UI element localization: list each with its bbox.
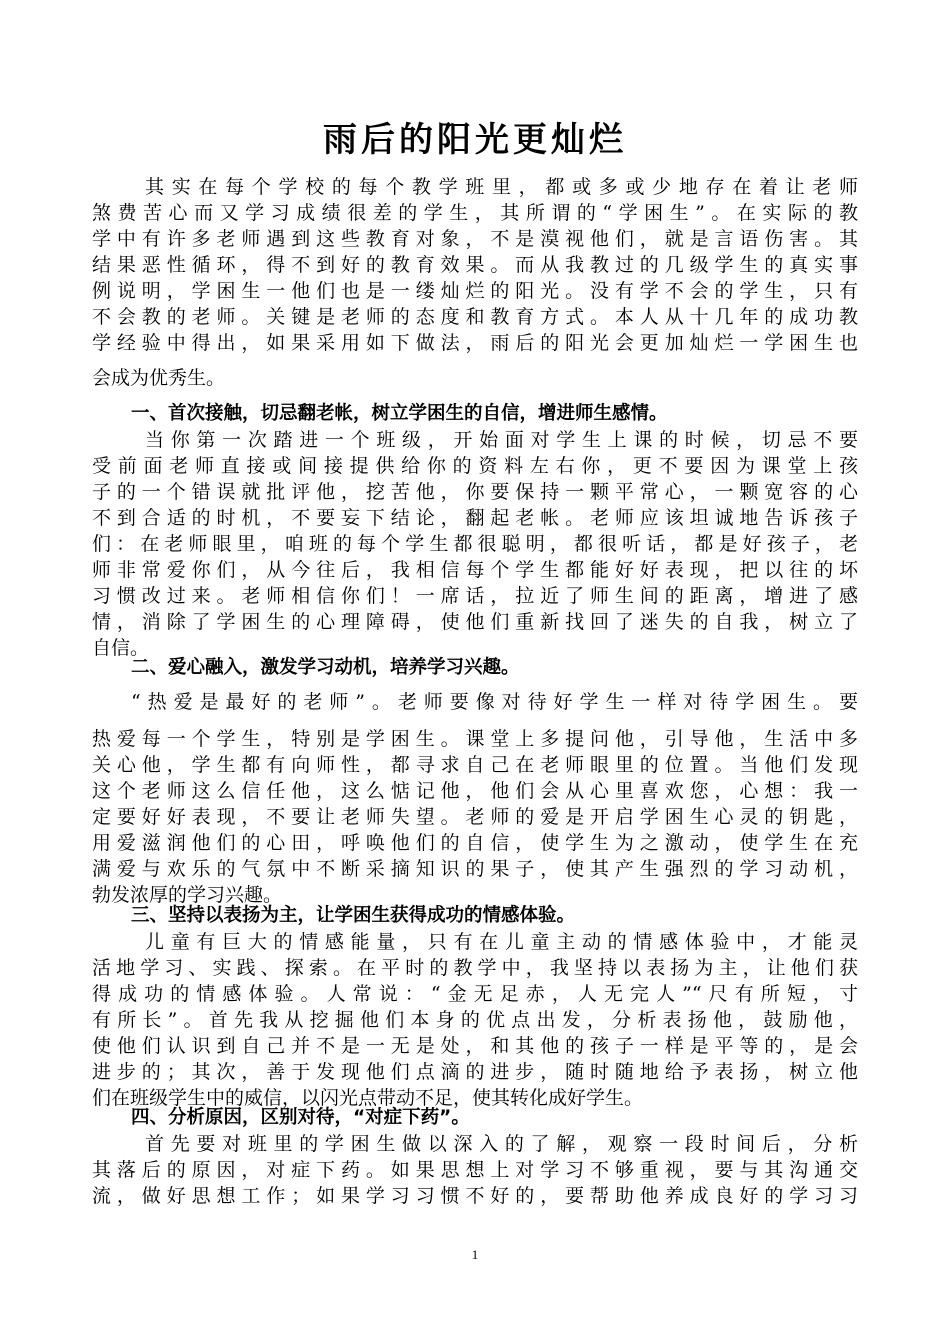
paragraph-line: 热爱每一个学生，特别是学困生。课堂上多提问他，引导他，生活中多 (92, 728, 858, 750)
paragraph-line: 受前面老师直接或间接提供给你的资料左右你，更不要因为课堂上孩 (92, 455, 858, 477)
section-heading: 一、首次接触，切忌翻老帐，树立学困生的自信，增进师生感情。 (131, 403, 668, 424)
intro-line: 学经验中得出，如果采用如下做法，雨后的阳光会更加灿烂一学困生也 (92, 332, 858, 354)
paragraph-line: 首先要对班里的学困生做以深入的了解，观察一段时间后，分析 (145, 1133, 858, 1155)
paragraph-line: 们在班级学生中的威信，以闪光点带动不足，使其转化成好学生。 (92, 1087, 644, 1109)
paragraph-line: 得成功的情感体验。人常说：“金无足赤，人无完人”“尺有所短，寸 (92, 983, 858, 1005)
paragraph-line: 其落后的原因，对症下药。如果思想上对学习不够重视，要与其沟通交 (92, 1159, 858, 1181)
paragraph-line: 有所长”。首先我从挖掘他们本身的优点出发，分析表扬他，鼓励他， (92, 1009, 858, 1031)
intro-line: 其实在每个学校的每个教学班里，都或多或少地存在着让老师 (145, 176, 858, 198)
section-heading: 三、坚持以表扬为主，让学困生获得成功的情感体验。 (131, 905, 576, 926)
paragraph-line: 满爱与欢乐的气氛中不断采摘知识的果子，使其产生强烈的学习动机， (92, 858, 858, 880)
page-number: 1 (471, 1247, 479, 1262)
page-title: 雨后的阳光更灿烂 (323, 120, 627, 160)
paragraph-line: 们：在老师眼里，咱班的每个学生都很聪明，都很听话，都是好孩子，老 (92, 533, 858, 555)
paragraph-line: 当你第一次踏进一个班级，开始面对学生上课的时候，切忌不要 (145, 429, 858, 451)
paragraph-line: 活地学习、实践、探索。在平时的教学中，我坚持以表扬为主，让他们获 (92, 957, 858, 979)
paragraph-line: 自信。 (92, 637, 150, 659)
paragraph-line: 勃发浓厚的学习兴趣。 (92, 884, 283, 906)
paragraph-line: “热爱是最好的老师”。老师要像对待好学生一样对待学困生。要 (131, 691, 858, 713)
paragraph-line: 子的一个错误就批评他，挖苦他，你要保持一颗平常心，一颗宽容的心 (92, 481, 858, 503)
paragraph-line: 习惯改过来。老师相信你们！一席话，拉近了师生间的距离，增进了感 (92, 585, 858, 607)
paragraph-line: 这个老师这么信任他，这么惦记他，他们会从心里喜欢您，心想：我一 (92, 780, 858, 802)
paragraph-line: 关心他，学生都有向师性，都寻求自己在老师眼里的位置。当他们发现 (92, 754, 858, 776)
paragraph-line: 流，做好思想工作；如果学习习惯不好的，要帮助他养成良好的学习习 (92, 1185, 858, 1207)
intro-line: 学中有许多老师遇到这些教育对象，不是漠视他们，就是言语伤害。其 (92, 228, 858, 250)
intro-line: 会成为优秀生。 (92, 367, 226, 389)
section-heading: 四、分析原因，区别对待，“对症下药”。 (131, 1107, 470, 1128)
section-heading: 二、爱心融入，激发学习动机，培养学习兴趣。 (131, 657, 520, 678)
paragraph-line: 儿童有巨大的情感能量，只有在儿童主动的情感体验中，才能灵 (145, 931, 858, 953)
paragraph-line: 用爱滋润他们的心田，呼唤他们的自信，使学生为之激动，使学生在充 (92, 832, 858, 854)
intro-line: 例说明，学困生一他们也是一缕灿烂的阳光。没有学不会的学生，只有 (92, 280, 858, 302)
intro-line: 不会教的老师。关键是老师的态度和教育方式。本人从十几年的成功教 (92, 306, 858, 328)
paragraph-line: 师非常爱你们，从今往后，我相信每个学生都能好好表现，把以往的坏 (92, 559, 858, 581)
intro-line: 结果恶性循环，得不到好的教育效果。而从我教过的几级学生的真实事 (92, 254, 858, 276)
paragraph-line: 情，消除了学困生的心理障碍，使他们重新找回了迷失的自我，树立了 (92, 611, 858, 633)
intro-line: 煞费苦心而又学习成绩很差的学生，其所谓的“学困生”。在实际的教 (92, 202, 858, 224)
paragraph-line: 定要好好表现，不要让老师失望。老师的爱是开启学困生心灵的钥匙， (92, 806, 858, 828)
paragraph-line: 使他们认识到自己并不是一无是处，和其他的孩子一样是平等的，是会 (92, 1035, 858, 1057)
paragraph-line: 不到合适的时机，不要妄下结论，翻起老帐。老师应该坦诚地告诉孩子 (92, 507, 858, 529)
paragraph-line: 进步的；其次，善于发现他们点滴的进步，随时随地给予表扬，树立他 (92, 1061, 858, 1083)
